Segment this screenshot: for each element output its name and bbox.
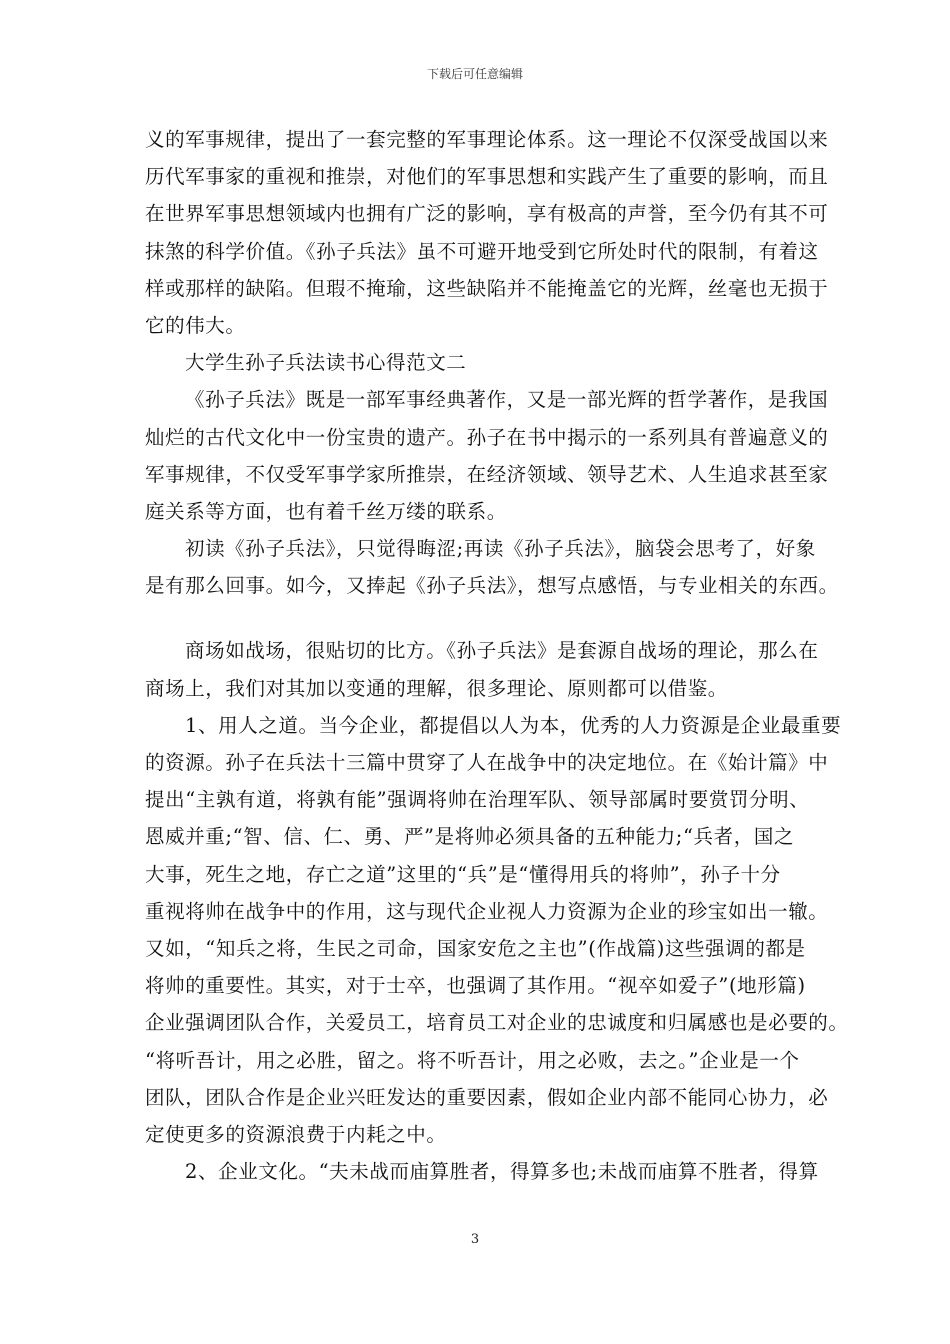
text-line: 1、用人之道。当今企业，都提倡以人为本，优秀的人力资源是企业最重要 [185,713,842,737]
text-line: 将帅的重要性。其实，对于士卒，也强调了其作用。“视卒如爱子”(地形篇) [145,974,806,998]
text-line: 在世界军事思想领域内也拥有广泛的影响，享有极高的声誉，至今仍有其不可 [145,202,829,226]
text-line: 重视将帅在战争中的作用，这与现代企业视人力资源为企业的珍宝如出一辙。 [145,899,829,923]
text-line: 定使更多的资源浪费于内耗之中。 [145,1122,447,1146]
text-line: 恩威并重;“智、信、仁、勇、严”是将帅必须具备的五种能力;“兵者，国之 [145,825,795,849]
page-header: 下载后可任意编辑 [426,67,523,81]
text-line: 提出“主孰有道，将孰有能”强调将帅在治理军队、领导部属时要赏罚分明、 [145,788,810,812]
text-line: 商场如战场，很贴切的比方。《孙子兵法》是套源自战场的理论，那么在 [185,639,819,663]
text-line: 团队，团队合作是企业兴旺发达的重要因素，假如企业内部不能同心协力，必 [145,1085,829,1109]
page-number: 3 [470,1232,480,1247]
text-line: 庭关系等方面，也有着千丝万缕的联系。 [145,499,507,523]
text-line: 2、企业文化。“夫未战而庙算胜者，得算多也;未战而庙算不胜者，得算 [185,1160,819,1184]
paragraph-gap [145,604,815,632]
text-line: 军事规律，不仅受军事学家所推崇，在经济领域、领导艺术、人生追求甚至家 [145,462,829,486]
text-line: 义的军事规律，提出了一套完整的军事理论体系。这一理论不仅深受战国以来 [145,128,829,151]
text-line: 初读《孙子兵法》，只觉得晦涩;再读《孙子兵法》，脑袋会思考了，好象 [185,537,816,561]
text-line: 商场上，我们对其加以变通的理解，很多理论、原则都可以借鉴。 [145,676,728,700]
text-line: 抹煞的科学价值。《孙子兵法》虽不可避开地受到它所处时代的限制，有着这 [145,239,819,263]
document-body [145,121,849,1190]
text-line: 《孙子兵法》既是一部军事经典著作，又是一部光辉的哲学著作，是我国 [185,388,829,412]
text-line: 企业强调团队合作，关爱员工，培育员工对企业的忠诚度和归属感也是必要的。 [145,1011,849,1035]
text-line: 大事，死生之地，存亡之道”这里的“兵”是“懂得用兵的将帅”，孙子十分 [145,862,781,886]
text-line: 样或那样的缺陷。但瑕不掩瑜，这些缺陷并不能掩盖它的光辉，丝毫也无损于 [145,276,829,300]
text-line: 的资源。孙子在兵法十三篇中贯穿了人在战争中的决定地位。在《始计篇》中 [145,751,829,774]
text-line: 历代军事家的重视和推崇，对他们的军事思想和实践产生了重要的影响，而且 [145,165,829,189]
text-line: 它的伟大。 [145,313,246,337]
text-line: 大学生孙子兵法读书心得范文二 [185,351,467,375]
text-line: 又如，“知兵之将，生民之司命，国家安危之主也”(作战篇)这些强调的都是 [145,936,806,960]
text-line: “将听吾计，用之必胜，留之。将不听吾计，用之必败，去之。”企业是一个 [145,1048,800,1072]
text-line: 灿烂的古代文化中一份宝贵的遗产。孙子在书中揭示的一系列具有普遍意义的 [145,425,829,449]
text-line: 是有那么回事。如今，又捧起《孙子兵法》，想写点感悟，与专业相关的东西。 [145,574,839,598]
